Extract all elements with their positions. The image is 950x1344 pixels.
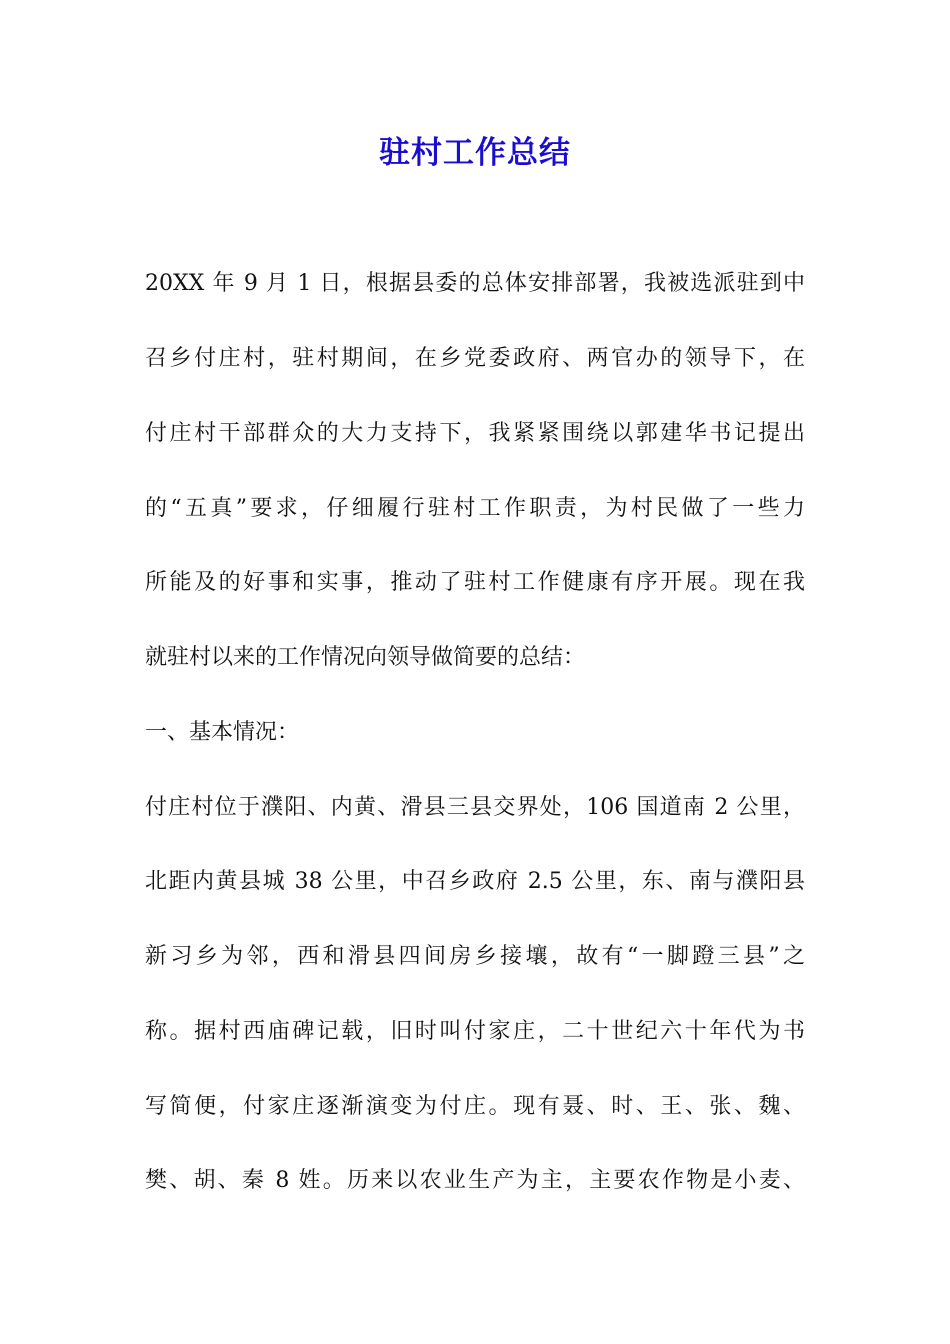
paragraph-line: 召乡付庄村，驻村期间，在乡党委政府、两官办的领导下，在: [145, 346, 805, 371]
paragraph-line: 20XX 年 9 月 1 日，根据县委的总体安排部署，我被选派驻到中: [145, 271, 805, 296]
paragraph-line: 写简便，付家庄逐渐演变为付庄。现有聂、时、王、张、魏、: [145, 1094, 805, 1119]
paragraph-line: 北距内黄县城 38 公里，中召乡政府 2.5 公里，东、南与濮阳县: [145, 869, 805, 894]
paragraph-line: 所能及的好事和实事，推动了驻村工作健康有序开展。现在我: [145, 570, 805, 595]
paragraph-line: 称。据村西庙碑记载，旧时叫付家庄，二十世纪六十年代为书: [145, 1019, 805, 1044]
paragraph-line: 付庄村位于濮阳、内黄、滑县三县交界处，106 国道南 2 公里，: [145, 795, 805, 820]
section-heading: 一、基本情况：: [145, 720, 300, 745]
paragraph-line: 的“五真”要求，仔细履行驻村工作职责，为村民做了一些力: [145, 496, 805, 521]
paragraph-line: 新习乡为邻，西和滑县四间房乡接壤，故有“一脚蹬三县”之: [145, 944, 805, 969]
paragraph-line: 樊、胡、秦 8 姓。历来以农业生产为主，主要农作物是小麦、: [145, 1168, 805, 1193]
paragraph-line: 付庄村干部群众的大力支持下，我紧紧围绕以郭建华书记提出: [145, 421, 805, 446]
paragraph-line: 就驻村以来的工作情况向领导做简要的总结：: [145, 645, 586, 670]
document-title: 驻村工作总结: [379, 135, 571, 171]
